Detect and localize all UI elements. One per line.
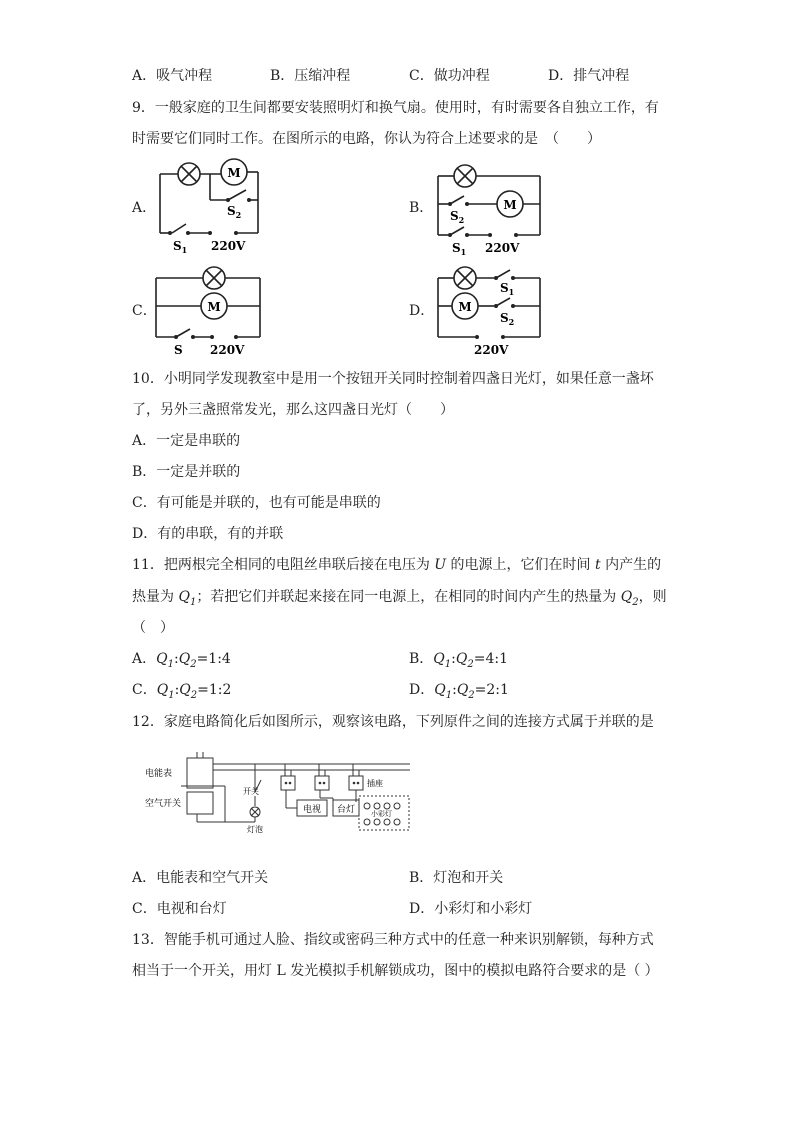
q11-option-d: D．$Q_1:Q_2=2:1$ [409, 682, 509, 701]
small-lights-label: 小彩灯 [371, 810, 392, 818]
q9-stem-line2: 时需要它们同时工作。在图所示的电路，你认为符合上述要求的是 （ ） [132, 131, 601, 147]
switch-s1-label: $S_1$ [452, 241, 467, 257]
q12-option-c: C．电视和台灯 [132, 901, 227, 917]
q8-option-b: B．压缩冲程 [270, 68, 351, 84]
voltage-label: 220V [485, 241, 520, 255]
voltage-label: 220V [474, 343, 509, 357]
q10-option-d: D．有的串联，有的并联 [132, 526, 284, 542]
q13-stem-line1: 13．智能手机可通过人脸、指纹或密码三种方式中的任意一种来识别解锁，每种方式 [132, 932, 654, 948]
switch-s-label: S [174, 343, 183, 357]
socket-label: 插座 [367, 779, 383, 788]
q8-option-c: C．做功冲程 [409, 68, 490, 84]
q11-stem-line2: 热量为 $Q_1$；若把它们并联起来接在同一电源上，在相同的时间内产生的热量为 $Q_2$，则 [132, 589, 667, 608]
household-circuit-figure [145, 750, 425, 850]
voltage-label: 220V [211, 239, 246, 253]
breaker-label: 空气开关 [145, 799, 182, 809]
motor-label: M [458, 300, 472, 314]
q12-option-a: A．电能表和空气开关 [132, 870, 269, 886]
circuit-d [430, 262, 560, 362]
q9-label-c: C． [132, 303, 157, 319]
q10-option-c: C．有可能是并联的，也有可能是串联的 [132, 495, 381, 511]
bulb-label: 灯泡 [247, 825, 263, 834]
switch-s2-label: $S_2$ [500, 311, 515, 327]
q11-option-b: B．$Q_1:Q_2=4:1$ [409, 651, 508, 670]
motor-label: M [503, 198, 517, 212]
q9-label-a: A． [132, 200, 157, 216]
switch-s2-label: $S_2$ [227, 204, 242, 220]
motor-label: M [227, 166, 241, 180]
q8-option-a: A．吸气冲程 [132, 68, 213, 84]
switch-s2-label: $S_2$ [450, 209, 465, 225]
q8-option-d: D．排气冲程 [548, 68, 630, 84]
q11-option-c: C．$Q_1:Q_2=1:2$ [132, 682, 232, 701]
lamp-label: 台灯 [337, 805, 356, 815]
q10-option-a: A．一定是串联的 [132, 433, 241, 449]
q12-option-d: D．小彩灯和小彩灯 [409, 901, 533, 917]
q12-stem-line1: 12．家庭电路简化后如图所示，观察该电路，下列原件之间的连接方式属于并联的是 [132, 714, 654, 730]
switch-label: 开关 [243, 787, 259, 796]
voltage-label: 220V [210, 343, 245, 357]
circuit-c [150, 262, 280, 362]
q11-option-a: A．$Q_1:Q_2=1:4$ [132, 651, 231, 670]
circuit-b [430, 160, 560, 260]
q11-stem-line3: （ ） [132, 620, 174, 636]
tv-label: 电视 [303, 805, 322, 815]
switch-s1-label: $S_1$ [500, 281, 515, 297]
q10-stem-line2: 了，另外三盏照常发光，那么这四盏日光灯（ ） [132, 402, 454, 418]
q9-label-d: D． [409, 303, 435, 319]
q10-option-b: B．一定是并联的 [132, 464, 241, 480]
circuit-a [150, 158, 280, 258]
q9-label-b: B． [409, 200, 434, 216]
q13-stem-line2: 相当于一个开关，用灯 L 发光模拟手机解锁成功，图中的模拟电路符合要求的是（ ） [132, 963, 659, 979]
q12-option-b: B．灯泡和开关 [409, 870, 504, 886]
meter-label: 电能表 [145, 769, 173, 779]
switch-s1-label: $S_1$ [173, 239, 188, 255]
motor-label: M [207, 300, 221, 314]
q11-stem-line1: 11．把两根完全相同的电阻丝串联后接在电压为 U 的电源上，它们在时间 t 内产生的 [132, 557, 662, 573]
q10-stem-line1: 10．小明同学发现教室中是用一个按钮开关同时控制着四盏日光灯，如果任意一盏坏 [132, 371, 654, 387]
q9-stem-line1: 9．一般家庭的卫生间都要安装照明灯和换气扇。使用时，有时需要各自独立工作，有 [132, 100, 659, 116]
